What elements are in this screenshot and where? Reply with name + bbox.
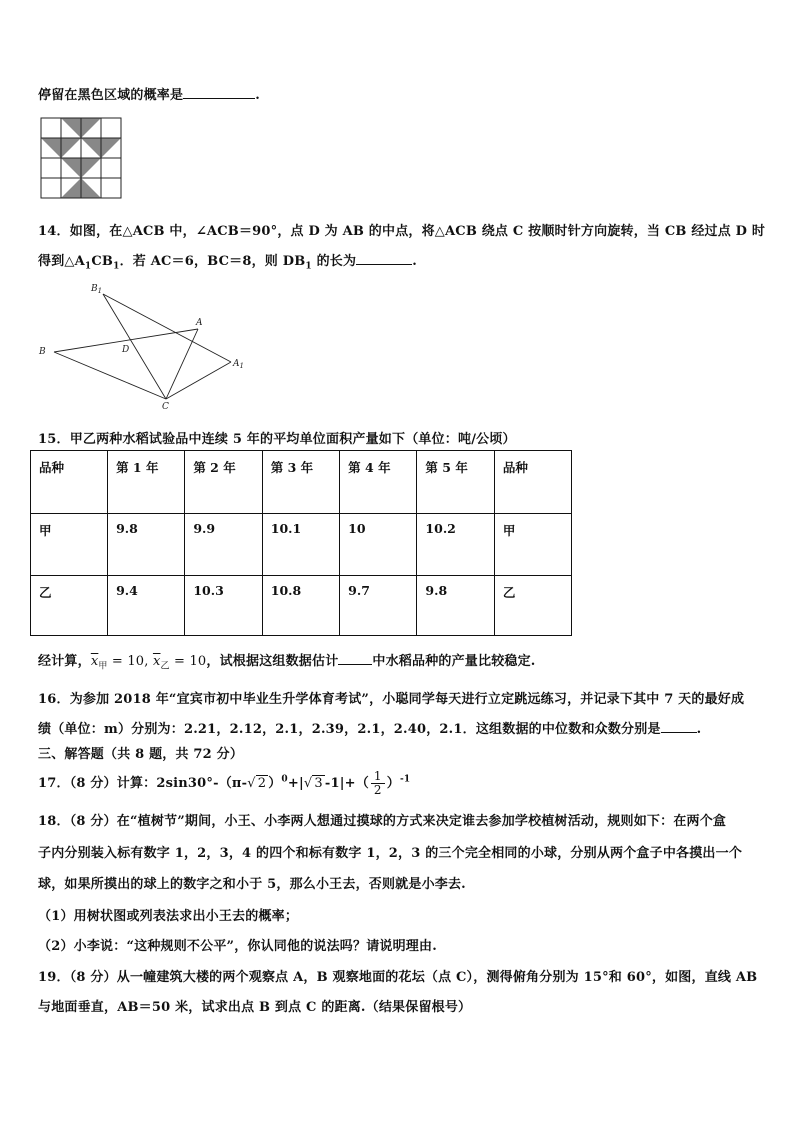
q14-triangle-figure — [36, 278, 256, 416]
q18-sub-question-2: （2）小李说：“这种规则不公平”，你认同他的说法吗？请说明理由. — [38, 939, 437, 954]
q13-period: . — [255, 88, 260, 103]
mean-yi-value: = 10 — [169, 654, 207, 669]
q19-line-1: 19．（8 分）从一幢建筑大楼的两个观察点 A，B 观察地面的花坛（点 C），测得俯角分别为 15°和 60°，如图，直线 AB — [38, 970, 758, 985]
q15-calc-suffix: 中水稻品种的产量比较稳定. — [372, 654, 536, 669]
q15-calc-line — [38, 650, 536, 672]
q16-period: . — [696, 722, 702, 737]
q13-grid-figure — [40, 117, 122, 199]
table-header-cell: 第 5 年 — [417, 451, 494, 514]
grid-lines — [41, 118, 121, 198]
q17-text-b: ） — [268, 776, 282, 791]
q14-text-a: 得到△A — [38, 254, 85, 269]
q17-text-d: -1|+（ — [324, 776, 369, 791]
q16-answer-blank[interactable] — [661, 720, 697, 733]
q16-line-2 — [38, 718, 701, 737]
q18-sub-question-1: （1）用树状图或列表法求出小王去的概率； — [38, 909, 299, 924]
q13-text: 停留在黑色区域的概率是 — [38, 88, 184, 103]
mean-jia-symbol: $\overline{x}$ — [90, 654, 99, 669]
label-A: A — [196, 318, 203, 328]
label-A1: $A_1$ — [233, 359, 244, 370]
q16-line-1: 16．为参加 2018 年“宜宾市初中毕业生升学体育考试”，小聪同学每天进行立定跳远练习，并记录下其中 7 天的最好成 — [38, 692, 745, 707]
table-header-cell: 品种 — [31, 451, 108, 514]
mean-yi-symbol: $\overline{x}$ — [152, 654, 161, 669]
label-B: B — [39, 347, 46, 357]
q15-intro: 15．甲乙两种水稻试验品中连续 5 年的平均单位面积产量如下（单位：吨/公顷） — [38, 432, 516, 447]
q14-text-b: CB — [91, 254, 114, 269]
table-cell: 10.2 — [417, 514, 494, 576]
q14-text-c: ．若 AC＝6，BC＝8，则 DB — [119, 254, 306, 269]
table-cell: 甲 — [31, 514, 108, 576]
table-row — [31, 576, 572, 636]
mean-jia-value: = 10, — [107, 654, 153, 669]
table-row — [31, 514, 572, 576]
table-cell: 乙 — [31, 576, 108, 636]
q14-sub-2: 1 — [113, 261, 120, 272]
q17-text-a: 17．（8 分）计算：2sin30°-（π- — [38, 776, 248, 791]
table-header-row — [31, 451, 572, 514]
figure-lines — [54, 294, 231, 399]
q14-sub-1: 1 — [84, 261, 92, 272]
label-B1: $B_1$ — [91, 284, 103, 295]
q17-fraction — [371, 770, 385, 797]
q17-text-c: +| — [287, 776, 304, 791]
q15-answer-blank[interactable] — [338, 652, 372, 665]
table-cell: 9.4 — [108, 576, 185, 636]
table-header-cell: 品种 — [494, 451, 571, 514]
q18-line-1: 18．（8 分）在“植树节”期间，小王、小李两人想通过摸球的方式来决定谁去参加学校植树活动，规则如下：在两个盒 — [38, 814, 727, 829]
label-C: C — [162, 402, 169, 412]
q14-line-2 — [38, 250, 417, 272]
q15-yield-table — [30, 450, 572, 636]
q14-answer-blank[interactable] — [356, 252, 412, 265]
sqrt-icon: √ — [247, 776, 256, 791]
sqrt-icon: √ — [303, 776, 313, 791]
q13-answer-blank[interactable] — [183, 86, 255, 99]
table-cell: 9.8 — [417, 576, 494, 636]
table-header-cell: 第 3 年 — [262, 451, 339, 514]
q14-line-1: 14．如图，在△ACB 中，∠ACB＝90°，点 D 为 AB 的中点，将△ACB 绕点 C 按顺时针方向旋转，当 CB 经过点 D 时 — [38, 224, 766, 239]
table-header-cell: 第 1 年 — [108, 451, 185, 514]
q17-radicand-2: 3 — [314, 776, 323, 791]
label-D: D — [122, 345, 130, 355]
mean-jia-sub: 甲 — [98, 661, 108, 672]
q15-calc-mid: ，试根据这组数据估计 — [206, 654, 339, 669]
q17-text-e: ） — [386, 776, 400, 791]
table-cell: 10.8 — [262, 576, 339, 636]
q15-calc-prefix: 经计算， — [38, 654, 91, 669]
fraction-denominator: 2 — [373, 783, 382, 797]
table-header-cell: 第 2 年 — [185, 451, 262, 514]
table-cell: 10 — [340, 514, 417, 576]
table-cell: 甲 — [494, 514, 571, 576]
q14-sub-3: 1 — [305, 261, 312, 272]
table-cell: 10.3 — [185, 576, 262, 636]
q17-radicand-1: 2 — [257, 776, 267, 791]
q17-line — [38, 770, 410, 797]
q16-text: 绩（单位：m）分别为：2.21，2.12，2.1，2.39，2.1，2.40，2.1．这组数据的中位数和众数分别是 — [38, 722, 661, 737]
table-cell: 10.1 — [262, 514, 339, 576]
table-cell: 乙 — [494, 576, 571, 636]
q19-line-2: 与地面垂直，AB＝50 米，试求出点 B 到点 C 的距离.（结果保留根号） — [38, 1000, 472, 1015]
q14-text-d: 的长为 — [311, 254, 357, 269]
fraction-numerator: 1 — [371, 770, 385, 784]
q17-exp-0: 0 — [281, 774, 288, 785]
mean-yi-sub: 乙 — [160, 661, 170, 672]
q18-line-2: 子内分别装入标有数字 1，2，3，4 的四个和标有数字 1，2，3 的三个完全相同的小球，分别从两个盒子中各摸出一个 — [38, 846, 743, 861]
q17-exp-neg1: -1 — [399, 774, 411, 785]
table-cell: 9.9 — [185, 514, 262, 576]
table-cell: 9.8 — [108, 514, 185, 576]
q13-question-tail — [38, 84, 260, 103]
q18-line-3: 球，如果所摸出的球上的数字之和小于 5，那么小王去，否则就是小李去. — [38, 877, 466, 892]
section-3-heading: 三、解答题（共 8 题，共 72 分） — [38, 747, 244, 762]
table-cell: 9.7 — [340, 576, 417, 636]
q14-period: . — [412, 254, 417, 269]
table-header-cell: 第 4 年 — [340, 451, 417, 514]
